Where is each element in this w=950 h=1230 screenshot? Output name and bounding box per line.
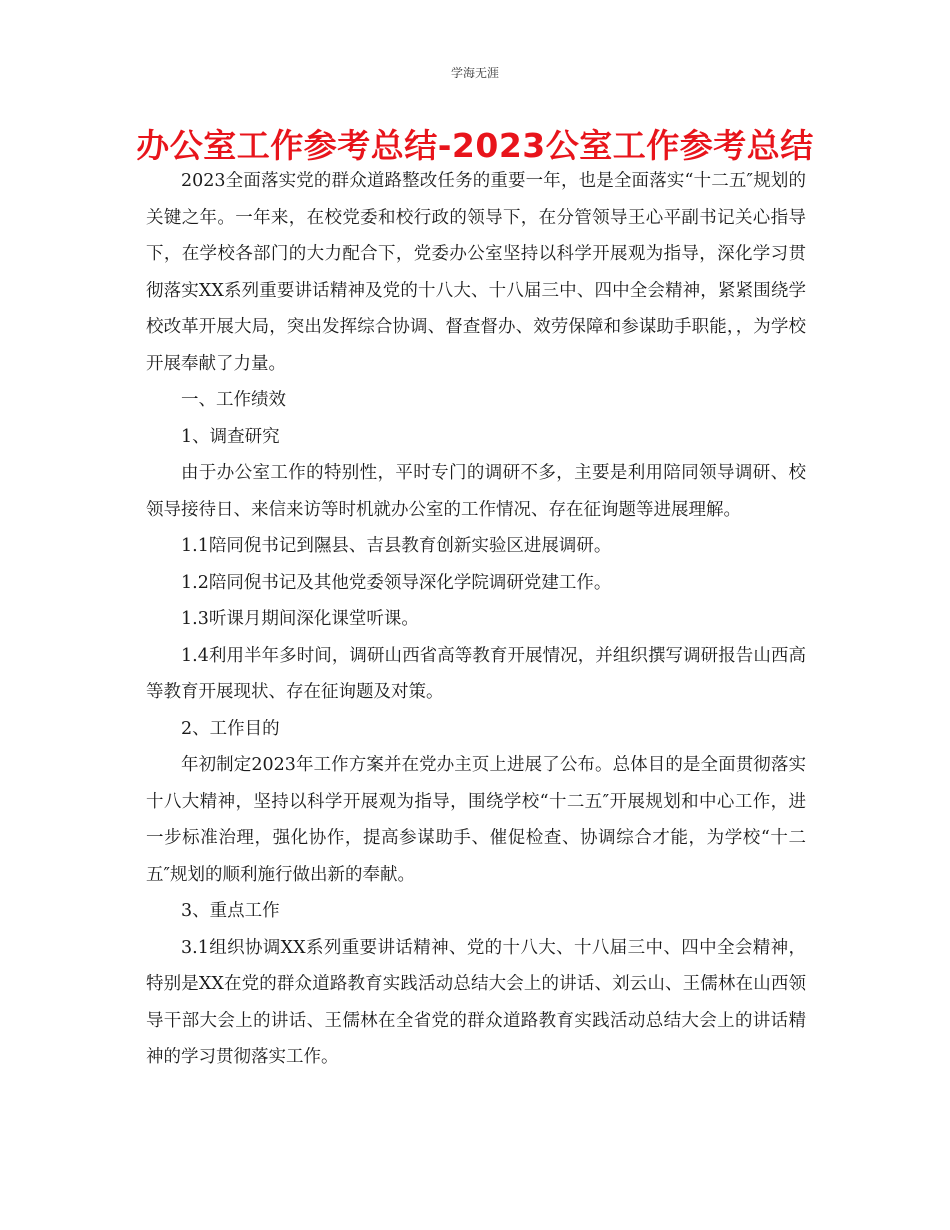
list-item-1-4: 1.4利用半年多时间，调研山西省高等教育开展情况，并组织撰写调研报告山西高等教育开展现状、存在征询题及对策。: [146, 645, 806, 702]
section-heading-performance: 一、工作绩效: [181, 390, 286, 410]
list-item-1-1: 1.1陪同倪书记到隰县、吉县教育创新实验区进展调研。: [181, 536, 612, 556]
paragraph-research: 由于办公室工作的特别性，平时专门的调研不多，主要是利用陪同领导调研、校领导接待日、来信来访等时机就办公室的工作情况、存在征询题等进展理解。: [146, 463, 806, 520]
paragraph-work-goals: 年初制定2023年工作方案并在党办主页上进展了公布。总体目的是全面贯彻落实十八大精神，坚持以科学开展观为指导，围绕学校“十二五″开展规划和中心工作，进一步标准治理，强化协作，提高参谋助手、催促检查、协调综合才能，为学校“十二五″规划的顺利施行做出新的奉献。: [146, 755, 806, 885]
paragraph-intro: 2023全面落实党的群众道路整改任务的重要一年，也是全面落实“十二五″规划的关键之年。一年来，在校党委和校行政的领导下，在分管领导王心平副书记关心指导下，在学校各部门的大力配合下，党委办公室坚持以科学开展观为指导，深化学习贯彻落实XX系列重要讲话精神及党的十八大、十八届三中、四中全会精神，紧紧围绕学校改革开展大局，突出发挥综合协调、督查督办、效劳保障和参谋助手职能，，为学校开展奉献了力量。: [146, 171, 806, 374]
subheading-key-work: 3、重点工作: [181, 901, 280, 921]
document-body: [146, 163, 806, 1076]
list-item-3-1: 3.1组织协调XX系列重要讲话精神、党的十八大、十八届三中、四中全会精神，特别是XX在党的群众道路教育实践活动总结大会上的讲话、刘云山、王儒林在山西领导干部大会上的讲话、王儒林在全省党的群众道路教育实践活动总结大会上的讲话精神的学习贯彻落实工作。: [146, 937, 806, 1067]
list-item-1-3: 1.3听课月期间深化课堂听课。: [181, 609, 419, 629]
subheading-research: 1、调查研究: [181, 426, 280, 447]
list-item-1-2: 1.2陪同倪书记及其他党委领导深化学院调研党建工作。: [181, 572, 612, 593]
subheading-work-goals: 2、工作目的: [181, 718, 280, 739]
page-header-note: 学海无涯: [450, 66, 499, 80]
document-title: 办公室工作参考总结-2023公室工作参考总结: [136, 126, 814, 165]
